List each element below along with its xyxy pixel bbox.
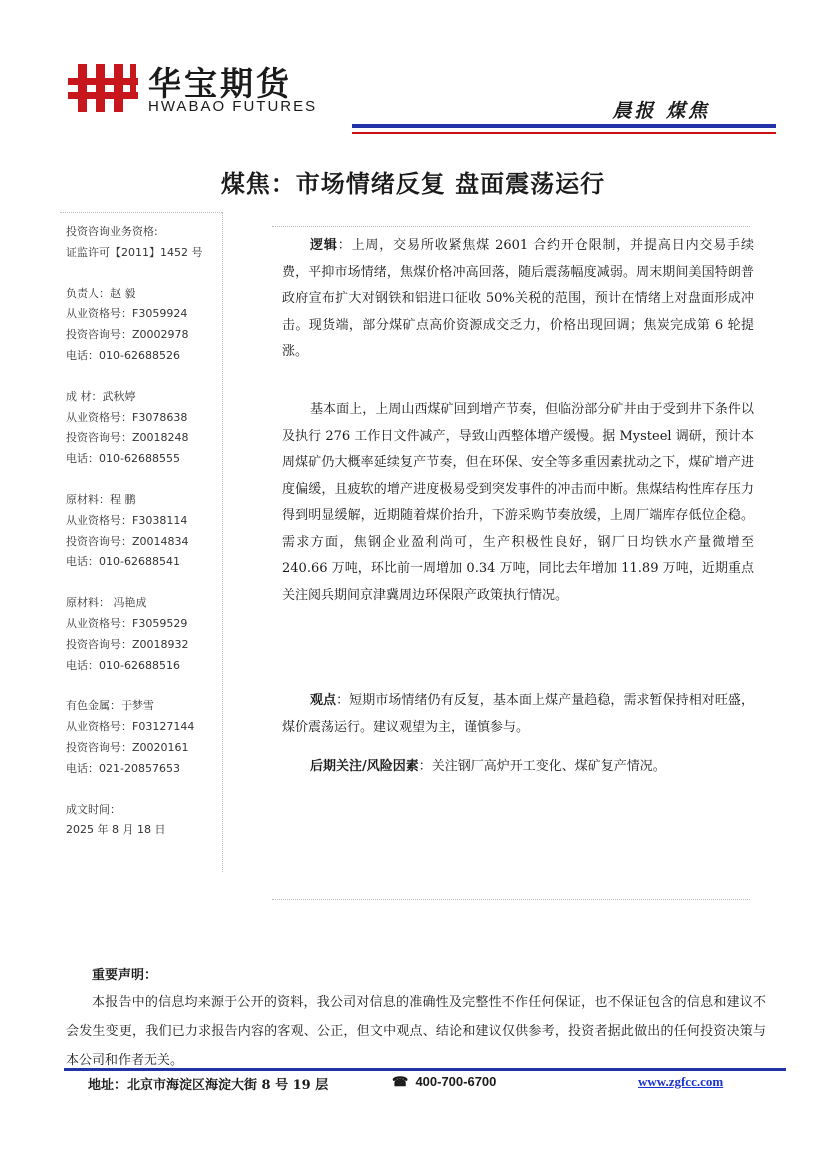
contact-phone: 电话：010-62688541 (66, 555, 180, 569)
fundamental-paragraph: 基本面上，上周山西煤矿回到增产节奏，但临汾部分矿井由于受到井下条件以及执行 276 工作日文件减产，导致山西整体增产缓慢。据 Mysteel 调研，预计本周煤矿仍大概率延续复产节奏，但在环保、安全等多重因素扰动之下，煤矿增产进度偏缓，且疲软的增产进度极易受到突发事件的冲击而中断。焦煤结构性库存压力得到明显缓解，近期随着煤价抬升，下游采购节奏放缓，上周厂端库存低位企稳。需求方面，焦钢企业盈利尚可，生产积极性良好，钢厂日均铁水产量微增至 240.66 万吨，环比前一周增加 0.34 万吨，同比去年增加 11.89 万吨，近期重点关注阅兵期间京津冀周边环保限产政策执行情况。 (282, 402, 754, 603)
contact-name: 有色金属：于梦雪 (66, 699, 154, 713)
company-logo (68, 60, 318, 116)
risk-label: 后期关注/风险因素 (310, 759, 419, 774)
license-label: 投资咨询业务资格: (66, 225, 158, 238)
contact-consulting-no: 投资咨询号：Z0018248 (66, 431, 189, 445)
contact-name: 负责人：赵 毅 (66, 286, 136, 300)
contact-name: 成 材：武秋婷 (66, 389, 136, 403)
brand-name-en: HWABAO FUTURES (148, 98, 318, 115)
phone-icon: ☎ (392, 1074, 409, 1089)
contact-block (66, 696, 226, 779)
footer-address: 地址：北京市海淀区海淀大街 8 号 19 层 (88, 1078, 329, 1093)
contact-block (66, 284, 226, 367)
contact-consulting-no: 投资咨询号：Z0018932 (66, 637, 189, 651)
logic-label: 逻辑 (310, 238, 338, 253)
contact-qualification: 从业资格号：F3059529 (66, 616, 188, 630)
contact-phone: 电话：021-20857653 (66, 761, 180, 775)
contact-qualification: 从业资格号：F3078638 (66, 410, 188, 424)
date-value: 2025 年 8 月 18 日 (66, 823, 166, 837)
disclaimer-title: 重要声明： (92, 968, 158, 983)
contact-name: 原材料：程 鹏 (66, 492, 136, 506)
contact-phone: 电话：010-62688555 (66, 452, 180, 466)
risk-paragraph (282, 754, 754, 781)
contact-qualification: 从业资格号：F3038114 (66, 513, 188, 527)
footer-rule (64, 1068, 786, 1071)
view-text: ：短期市场情绪仍有反复，基本面上煤产量趋稳，需求暂保持相对旺盛，煤价震荡运行。建议观望为主，谨慎参与。 (282, 693, 754, 735)
report-title: 煤焦：市场情绪反复 盘面震荡运行 (220, 170, 606, 198)
contact-block (66, 387, 226, 470)
contact-block (66, 490, 226, 573)
report-type: 晨报 煤焦 (612, 100, 710, 122)
header-rule-blue (352, 124, 776, 128)
contact-consulting-no: 投资咨询号：Z0014834 (66, 534, 189, 548)
brand-name-cn: 华宝期货 (148, 64, 292, 103)
contact-phone: 电话：010-62688516 (66, 658, 180, 672)
sidebar-top-divider (60, 212, 222, 213)
logic-paragraph (282, 233, 754, 366)
footer-phone (392, 1074, 496, 1090)
logic-text: ：上周，交易所收紧焦煤 2601 合约开仓限制，并提高日内交易手续费，平抑市场情绪，焦煤价格冲高回落，随后震荡幅度减弱。周末期间美国特朗普政府宣布扩大对钢铁和铝进口征收 50%关税的范围，预计在情绪上对盘面形成冲击。现货端，部分煤矿点高价资源成交乏力，价格出现回调；焦炭完成第 6 轮提涨。 (282, 238, 754, 359)
license-number: 证监许可【2011】1452 号 (66, 245, 203, 259)
contact-name: 原材料： 冯艳成 (66, 596, 147, 610)
disclaimer-text: 本报告中的信息均来源于公开的资料，我公司对信息的准确性及完整性不作任何保证，也不保证包含的信息和建议不会发生变更，我们已力求报告内容的客观、公正，但文中观点、结论和建议仅供参考，投资者据此做出的任何投资决策与本公司和作者无关。 (66, 995, 766, 1068)
view-paragraph (282, 688, 754, 741)
contact-phone: 电话：010-62688526 (66, 348, 180, 362)
hwabao-logo-mark-icon (68, 60, 140, 116)
header-rule-red (352, 132, 776, 134)
analyst-sidebar (66, 222, 226, 841)
date-label: 成文时间： (66, 802, 121, 816)
contact-consulting-no: 投资咨询号：Z0002978 (66, 328, 189, 342)
contact-consulting-no: 投资咨询号：Z0020161 (66, 740, 189, 754)
contact-block (66, 593, 226, 676)
view-label: 观点 (310, 693, 337, 708)
phone-number: 400-700-6700 (415, 1074, 497, 1089)
risk-text: ：关注钢厂高炉开工变化、煤矿复产情况。 (418, 759, 666, 774)
website-link[interactable]: www.zgfcc.com (638, 1074, 724, 1089)
contact-qualification: 从业资格号：F3059924 (66, 307, 188, 321)
contact-qualification: 从业资格号：F03127144 (66, 720, 195, 734)
